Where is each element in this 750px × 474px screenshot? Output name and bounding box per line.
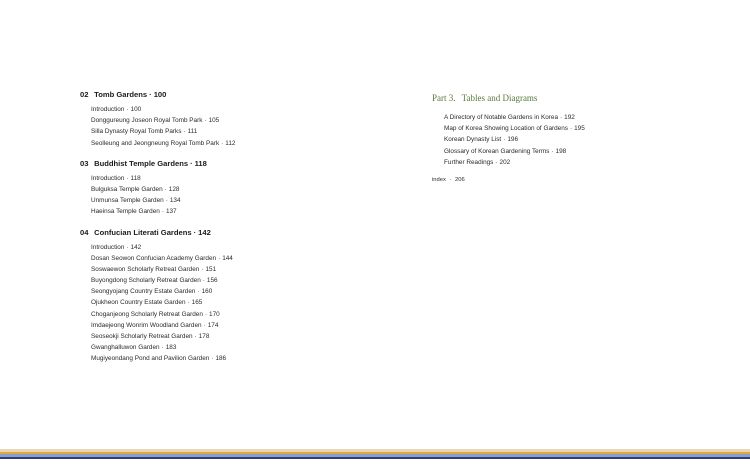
entry-label: Introduction bbox=[91, 106, 125, 113]
entry-label: Gwanghalluwon Garden bbox=[91, 344, 160, 352]
toc-entry bbox=[80, 275, 400, 286]
toc-entry bbox=[80, 126, 400, 137]
toc-section bbox=[80, 157, 400, 218]
section-page: 142 bbox=[198, 227, 211, 237]
entry-page: 196 bbox=[507, 136, 519, 144]
toc-entry bbox=[80, 253, 400, 264]
separator-dot: · bbox=[204, 310, 208, 318]
part-3-title: Tables and Diagrams bbox=[461, 93, 538, 103]
section-page: 118 bbox=[194, 158, 207, 168]
entry-label: Imdaejeong Wonrim Woodland Garden bbox=[91, 321, 202, 329]
separator-dot: · bbox=[203, 321, 206, 329]
entry-page: 112 bbox=[225, 139, 236, 147]
toc-entry bbox=[432, 123, 732, 134]
toc-entry bbox=[432, 157, 732, 168]
entry-page: 156 bbox=[206, 277, 218, 285]
entry-label: Introduction bbox=[91, 174, 125, 182]
entry-page: 178 bbox=[198, 333, 210, 340]
separator-dot: · bbox=[560, 114, 563, 121]
section-heading bbox=[80, 157, 400, 170]
index-entry bbox=[432, 177, 732, 183]
entry-page: 183 bbox=[165, 344, 177, 352]
entry-label: Donggureung Joseon Royal Tomb Park bbox=[91, 117, 203, 125]
separator-dot: · bbox=[165, 197, 168, 205]
entry-label: Soswaewon Scholarly Retreat Garden bbox=[91, 265, 200, 273]
entry-page: 142 bbox=[130, 243, 142, 251]
entry-page: 100 bbox=[130, 106, 142, 113]
separator-dot: · bbox=[569, 125, 573, 133]
entry-page: 170 bbox=[209, 310, 220, 318]
entry-page: 186 bbox=[215, 355, 227, 363]
section-heading bbox=[80, 88, 400, 101]
entry-page: 151 bbox=[205, 265, 217, 273]
section-title: Buddhist Temple Gardens bbox=[94, 158, 189, 168]
part-3-entries bbox=[432, 112, 732, 168]
separator-dot: · bbox=[126, 174, 129, 182]
entry-label: Introduction bbox=[91, 243, 125, 251]
section-title: Tomb Gardens bbox=[94, 90, 148, 99]
entry-label: Mugiyeondang Pond and Pavilion Garden bbox=[91, 355, 210, 363]
separator-dot: · bbox=[149, 90, 152, 99]
toc-left-column bbox=[80, 88, 400, 373]
entry-page: 144 bbox=[222, 254, 233, 262]
index-page: 206 bbox=[455, 176, 465, 183]
entry-label: Korean Dynasty List bbox=[444, 136, 502, 144]
toc-entry bbox=[80, 184, 400, 195]
section-heading bbox=[80, 226, 400, 239]
toc-entry bbox=[432, 146, 732, 157]
decorative-stripes bbox=[0, 449, 750, 459]
entry-page: 174 bbox=[207, 321, 219, 329]
separator-dot: · bbox=[221, 139, 224, 147]
separator-dot: · bbox=[193, 227, 197, 237]
section-page: 100 bbox=[153, 90, 167, 99]
toc-entry bbox=[80, 286, 400, 297]
entry-label: A Directory of Notable Gardens in Korea bbox=[444, 114, 559, 121]
separator-dot: · bbox=[218, 254, 221, 262]
section-title: Confucian Literati Gardens bbox=[94, 227, 192, 237]
toc-entry bbox=[80, 206, 400, 217]
section-number: 03 bbox=[80, 158, 89, 168]
entry-page: 160 bbox=[201, 288, 213, 296]
stripe-navy bbox=[0, 457, 750, 460]
entry-page: 105 bbox=[208, 117, 220, 125]
entry-page: 198 bbox=[555, 147, 567, 155]
entry-page: 165 bbox=[191, 299, 203, 307]
index-label: index bbox=[432, 176, 446, 183]
section-number: 02 bbox=[80, 90, 89, 99]
part-3-heading bbox=[432, 91, 732, 105]
entry-label: Dosan Seowon Confucian Academy Garden bbox=[91, 254, 217, 262]
toc-entry bbox=[432, 134, 732, 145]
entry-page: 192 bbox=[564, 114, 575, 121]
separator-dot: · bbox=[201, 265, 204, 273]
toc-section bbox=[80, 226, 400, 365]
entry-label: Map of Korea Showing Location of Gardens bbox=[444, 125, 568, 133]
entry-label: Bulguksa Temple Garden bbox=[91, 185, 163, 193]
part-3-label: Part 3. bbox=[432, 93, 456, 103]
entry-label: Buyongdong Scholarly Retreat Garden bbox=[91, 277, 201, 285]
separator-dot: · bbox=[126, 106, 129, 113]
separator-dot: · bbox=[164, 185, 167, 193]
entry-page: 118 bbox=[130, 174, 141, 182]
entry-page: 202 bbox=[499, 158, 511, 166]
entry-label: Haeinsa Temple Garden bbox=[91, 208, 160, 216]
separator-dot: · bbox=[495, 158, 498, 166]
entry-label: Unmunsa Temple Garden bbox=[91, 197, 164, 205]
toc-right-column bbox=[432, 91, 732, 183]
toc-entry bbox=[80, 309, 400, 320]
separator-dot: · bbox=[161, 344, 164, 352]
entry-page: 134 bbox=[169, 197, 181, 205]
separator-dot: · bbox=[126, 243, 129, 251]
entry-page: 111 bbox=[187, 128, 198, 136]
entry-page: 128 bbox=[168, 185, 180, 193]
separator-dot: · bbox=[161, 208, 164, 216]
separator-dot: · bbox=[551, 147, 554, 155]
separator-dot: · bbox=[211, 355, 214, 363]
entry-label: Seoseokji Scholarly Retreat Garden bbox=[91, 333, 193, 340]
toc-entry bbox=[80, 353, 400, 364]
entry-label: Ojukheon Country Estate Garden bbox=[91, 299, 186, 307]
separator-dot: · bbox=[194, 333, 197, 340]
entry-page: 195 bbox=[574, 125, 585, 133]
toc-entry bbox=[80, 173, 400, 184]
entry-label: Seongyojang Country Estate Garden bbox=[91, 288, 196, 296]
toc-entry bbox=[80, 264, 400, 275]
toc-entry bbox=[432, 112, 732, 123]
toc-entry bbox=[80, 115, 400, 126]
toc-section bbox=[80, 88, 400, 149]
toc-entry bbox=[80, 297, 400, 308]
entry-label: Further Readings bbox=[444, 158, 494, 166]
separator-dot: · bbox=[183, 128, 186, 136]
entry-label: Glossary of Korean Gardening Terms bbox=[444, 147, 550, 155]
entry-page: 137 bbox=[165, 208, 177, 216]
toc-entry bbox=[80, 331, 400, 342]
entry-label: Choganjeong Scholarly Retreat Garden bbox=[91, 310, 203, 318]
toc-entry bbox=[80, 242, 400, 253]
separator-dot: · bbox=[449, 176, 452, 183]
entry-label: Seolleung and Jeongneung Royal Tomb Park bbox=[91, 139, 220, 147]
section-number: 04 bbox=[80, 227, 89, 237]
toc-entry bbox=[80, 342, 400, 353]
toc-entry bbox=[80, 104, 400, 115]
separator-dot: · bbox=[204, 117, 207, 125]
separator-dot: · bbox=[197, 288, 200, 296]
separator-dot: · bbox=[187, 299, 190, 307]
toc-entry bbox=[80, 320, 400, 331]
separator-dot: · bbox=[190, 158, 193, 168]
toc-entry bbox=[80, 138, 400, 149]
toc-entry bbox=[80, 195, 400, 206]
entry-label: Silla Dynasty Royal Tomb Parks bbox=[91, 128, 182, 136]
separator-dot: · bbox=[202, 277, 205, 285]
separator-dot: · bbox=[503, 136, 506, 144]
